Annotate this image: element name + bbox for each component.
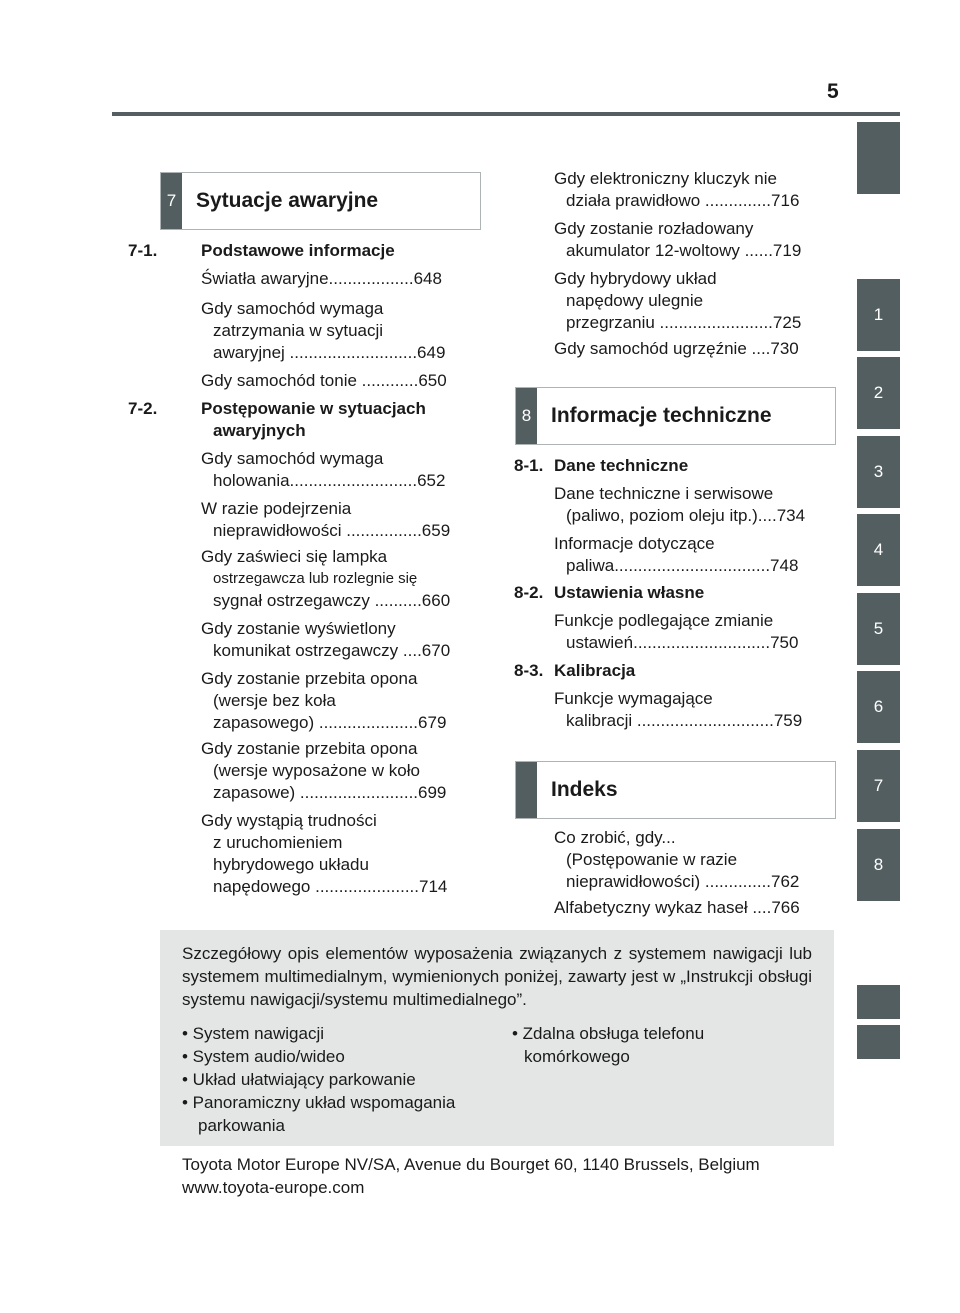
chapter-title: Postępowanie w sytuacjach	[201, 399, 426, 418]
toc-entry[interactable]	[554, 533, 798, 577]
section-8-title: Informacje techniczne	[551, 404, 772, 427]
toc-entry-line: awaryjnej ...........................649	[213, 343, 446, 362]
toc-entry-line: zapasowego) .....................679	[213, 713, 447, 732]
header-rule	[112, 112, 900, 116]
toc-entry-line: z uruchomieniem	[213, 833, 343, 852]
side-tab-1[interactable]: 1	[857, 279, 900, 351]
toc-entry-line: Funkcje podlegające zmianie	[554, 611, 774, 630]
toc-entry-line: Gdy hybrydowy układ	[554, 269, 717, 288]
toc-entry-line: (wersje wyposażone w koło	[213, 761, 420, 780]
toc-entry-line: Gdy zaświeci się lampka	[201, 547, 388, 566]
toc-entry[interactable]	[201, 738, 446, 804]
toc-entry-line: zatrzymania w sytuacji	[213, 321, 384, 340]
toc-entry-line: Gdy samochód wymaga	[201, 299, 384, 318]
info-bullet: • System audio/wideo	[182, 1047, 345, 1066]
toc-entry-line: Gdy wystąpią trudności	[201, 811, 377, 830]
toc-entry-line: sygnał ostrzegawczy ..........660	[213, 591, 451, 610]
toc-entry[interactable]	[201, 498, 450, 542]
chapter-title: Kalibracja	[554, 661, 636, 680]
toc-entry[interactable]	[554, 268, 801, 334]
side-tab-4[interactable]: 4	[857, 514, 900, 586]
toc-entry-line: komunikat ostrzegawczy ....670	[213, 641, 451, 660]
toc-entry-line: paliwa.................................748	[566, 556, 799, 575]
chapter-title: Podstawowe informacje	[201, 241, 395, 260]
index-marker	[516, 762, 537, 818]
index-header	[515, 761, 836, 819]
section-7-number: 7	[161, 173, 182, 229]
chapter-number: 7-2.	[128, 399, 158, 418]
chapter-title: Dane techniczne	[554, 456, 689, 475]
side-tab-8[interactable]: 8	[857, 829, 900, 901]
toc-entry-line: przegrzaniu ........................725	[566, 313, 802, 332]
toc-entry-line: Funkcje wymagające	[554, 689, 713, 708]
page-number: 5	[827, 80, 839, 103]
toc-entry-line: zapasowe) .........................699	[213, 783, 447, 802]
toc-entry-line: Światła awaryjne..................648	[201, 269, 442, 288]
chapter-number: 7-1.	[128, 241, 158, 260]
info-bullet: • Panoramiczny układ wspomagania	[182, 1093, 456, 1112]
side-tab-blank-top[interactable]	[857, 122, 900, 194]
toc-entry-line: Co zrobić, gdy...	[554, 828, 676, 847]
chapter-title-continued: awaryjnych	[213, 421, 306, 440]
index-title: Indeks	[551, 778, 618, 801]
toc-entry[interactable]	[201, 546, 450, 612]
toc-entry-line: Informacje dotyczące	[554, 534, 715, 553]
toc-entry-line: nieprawidłowości) ..............762	[566, 872, 800, 891]
toc-entry[interactable]	[554, 688, 802, 732]
info-bullets-right	[512, 1022, 704, 1068]
chapter-title: Ustawienia własne	[554, 583, 705, 602]
toc-entry-line: (Postępowanie w razie	[566, 850, 738, 869]
toc-entry[interactable]	[554, 610, 798, 654]
toc-entry[interactable]	[554, 338, 799, 360]
toc-entry-line: akumulator 12-woltowy ......719	[566, 241, 802, 260]
chapter-number: 8-3.	[514, 661, 544, 680]
toc-entry-line: Gdy samochód ugrzęźnie ....730	[554, 339, 799, 358]
toc-entry-line: Gdy zostanie przebita opona	[201, 669, 418, 688]
toc-entry-line: ostrzegawcza lub rozlegnie się	[213, 570, 418, 587]
toc-entry-line: Gdy zostanie rozładowany	[554, 219, 754, 238]
toc-entry-line: W razie podejrzenia	[201, 499, 352, 518]
section-8-number: 8	[516, 388, 537, 444]
publisher-footer	[182, 1153, 760, 1199]
info-bullets-left	[182, 1022, 455, 1137]
toc-entry[interactable]	[201, 618, 450, 662]
section-7-title: Sytuacje awaryjne	[196, 189, 379, 212]
info-bullet-continued: komórkowego	[524, 1047, 630, 1066]
toc-entry-line: Gdy samochód wymaga	[201, 449, 384, 468]
side-tab-2[interactable]: 2	[857, 357, 900, 429]
info-bullet-continued: parkowania	[198, 1116, 285, 1135]
toc-entry-line: (wersje bez koła	[213, 691, 336, 710]
section-8-header	[515, 387, 836, 445]
toc-entry-line: Dane techniczne i serwisowe	[554, 484, 774, 503]
side-tab-7[interactable]: 7	[857, 750, 900, 822]
toc-entry[interactable]	[554, 483, 805, 527]
toc-entry[interactable]	[201, 268, 442, 290]
toc-entry-line: Gdy elektroniczny kluczyk nie	[554, 169, 777, 188]
toc-entry[interactable]	[554, 168, 799, 212]
toc-entry-line: Alfabetyczny wykaz haseł ....766	[554, 898, 800, 917]
side-tab-3[interactable]: 3	[857, 436, 900, 508]
side-tab-6[interactable]: 6	[857, 671, 900, 743]
toc-entry-line: holowania...........................652	[213, 471, 446, 490]
publisher-website[interactable]: www.toyota-europe.com	[182, 1178, 365, 1197]
info-bullet: • Układ ułatwiający parkowanie	[182, 1070, 416, 1089]
section-7-header	[160, 172, 481, 230]
toc-entry[interactable]	[554, 897, 800, 919]
toc-entry-line: nieprawidłowości ................659	[213, 521, 451, 540]
toc-entry-line: (paliwo, poziom oleju itp.)....734	[566, 506, 806, 525]
toc-entry-line: Gdy zostanie przebita opona	[201, 739, 418, 758]
side-tab-5[interactable]: 5	[857, 593, 900, 665]
toc-entry[interactable]	[201, 370, 447, 392]
toc-entry-line: kalibracji .............................759	[566, 711, 803, 730]
toc-entry-line: Gdy zostanie wyświetlony	[201, 619, 396, 638]
side-tab-blank-bottom-a[interactable]	[857, 985, 900, 1019]
chapter-number: 8-2.	[514, 583, 544, 602]
toc-entry-line: napędowego ......................714	[213, 877, 448, 896]
info-bullet: • Zdalna obsługa telefonu	[512, 1024, 705, 1043]
toc-entry[interactable]	[554, 827, 799, 893]
multimedia-info-box	[160, 930, 834, 1146]
publisher-address: Toyota Motor Europe NV/SA, Avenue du Bourget 60, 1140 Brussels, Belgium	[182, 1155, 760, 1174]
info-paragraph: Szczegółowy opis elementów wyposażenia związanych z systemem nawigacji lub systemem multimedialnym, wymienionych poniżej, zawarty jest w „Instrukcji obsługi systemu nawigacji/systemu multimedialnego”.	[182, 944, 812, 1009]
side-tab-blank-bottom-b[interactable]	[857, 1025, 900, 1059]
toc-entry[interactable]	[201, 668, 446, 734]
toc-entry[interactable]	[554, 218, 801, 262]
toc-entry[interactable]	[201, 810, 447, 898]
toc-entry-line: hybrydowego układu	[213, 855, 369, 874]
toc-entry-line: napędowy ulegnie	[566, 291, 704, 310]
chapter-number: 8-1.	[514, 456, 544, 475]
toc-entry-line: Gdy samochód tonie ............650	[201, 371, 447, 390]
toc-entry[interactable]	[201, 448, 445, 492]
info-bullet: • System nawigacji	[182, 1024, 325, 1043]
toc-entry[interactable]	[201, 298, 445, 364]
toc-entry-line: ustawień.............................750	[566, 633, 799, 652]
toc-entry-line: działa prawidłowo ..............716	[566, 191, 800, 210]
